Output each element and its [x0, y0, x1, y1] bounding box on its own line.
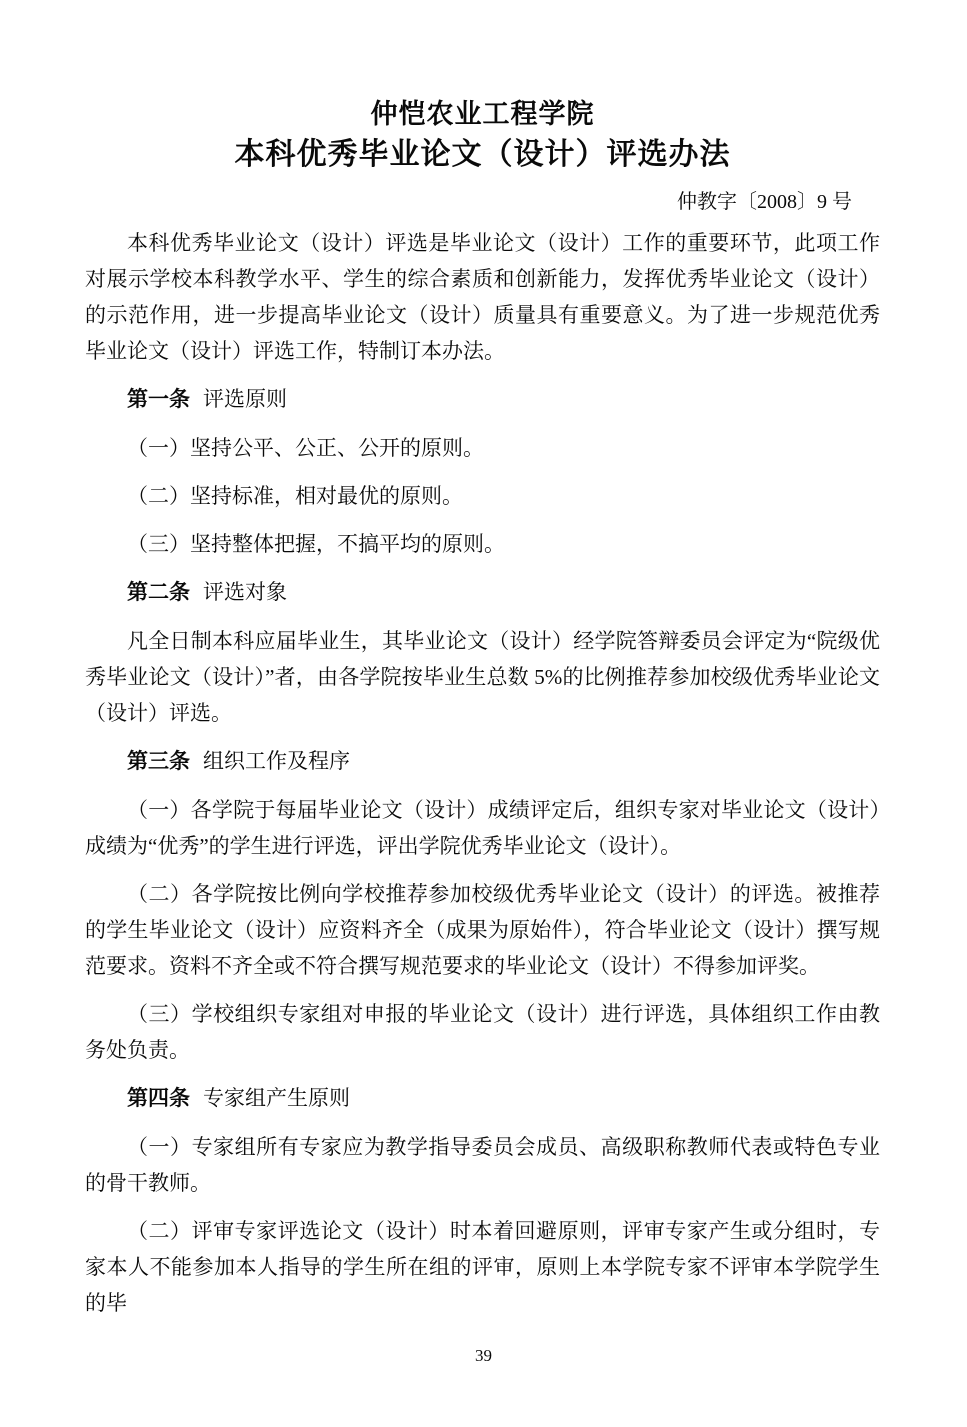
list-item: （一）坚持公平、公正、公开的原则。: [127, 436, 484, 460]
document-title-line2: 本科优秀毕业论文（设计）评选办法: [234, 138, 731, 171]
list-item: （二）坚持标准，相对最优的原则。: [127, 484, 463, 508]
section-heading-3: [85, 743, 880, 780]
section-heading-4: [85, 1080, 880, 1117]
list-item: （二）评审专家评选论文（设计）时本着回避原则，评审专家产生或分组时，专家本人不能参加本人指导的学生所在组的评审，原则上本学院专家不评审本学院学生的毕: [85, 1219, 880, 1315]
section-title: 组织工作及程序: [203, 749, 350, 773]
document-title-line1: 仲恺农业工程学院: [370, 99, 595, 129]
section-title: 评选对象: [203, 580, 287, 604]
document-number: 仲教字〔2008〕9 号: [677, 191, 852, 213]
list-item: （三）学校组织专家组对申报的毕业论文（设计）进行评选，具体组织工作由教务处负责。: [85, 1002, 880, 1062]
section-number: 第三条: [127, 750, 190, 773]
list-item: （二）各学院按比例向学校推荐参加校级优秀毕业论文（设计）的评选。被推荐的学生毕业论文（设计）应资料齐全（成果为原始件），符合毕业论文（设计）撰写规范要求。资料不齐全或不符合撰写规范要求的毕业论文（设计）不得参加评奖。: [85, 882, 880, 978]
document-body: [85, 225, 880, 1321]
page-number: 39: [475, 1346, 492, 1365]
list-item: （三）坚持整体把握，不搞平均的原则。: [127, 532, 505, 556]
list-item: （一）各学院于每届毕业论文（设计）成绩评定后，组织专家对毕业论文（设计）成绩为“优秀”的学生进行评选，评出学院优秀毕业论文（设计）。: [85, 798, 880, 858]
section-number: 第四条: [127, 1087, 190, 1110]
section-number: 第一条: [127, 388, 190, 411]
paragraph-intro: 本科优秀毕业论文（设计）评选是毕业论文（设计）工作的重要环节，此项工作对展示学校本科教学水平、学生的综合素质和创新能力，发挥优秀毕业论文（设计）的示范作用，进一步提高毕业论文（设计）质量具有重要意义。为了进一步规范优秀毕业论文（设计）评选工作，特制订本办法。: [85, 231, 880, 363]
paragraph-body: 凡全日制本科应届毕业生，其毕业论文（设计）经学院答辩委员会评定为“院级优秀毕业论文（设计）”者，由各学院按毕业生总数 5%的比例推荐参加校级优秀毕业论文（设计）评选。: [85, 629, 880, 725]
section-heading-2: [85, 574, 880, 611]
section-title: 评选原则: [203, 387, 287, 411]
section-title: 专家组产生原则: [203, 1086, 350, 1110]
section-number: 第二条: [127, 581, 190, 604]
list-item: （一）专家组所有专家应为教学指导委员会成员、高级职称教师代表或特色专业的骨干教师。: [85, 1135, 880, 1195]
section-heading-1: [85, 381, 880, 418]
